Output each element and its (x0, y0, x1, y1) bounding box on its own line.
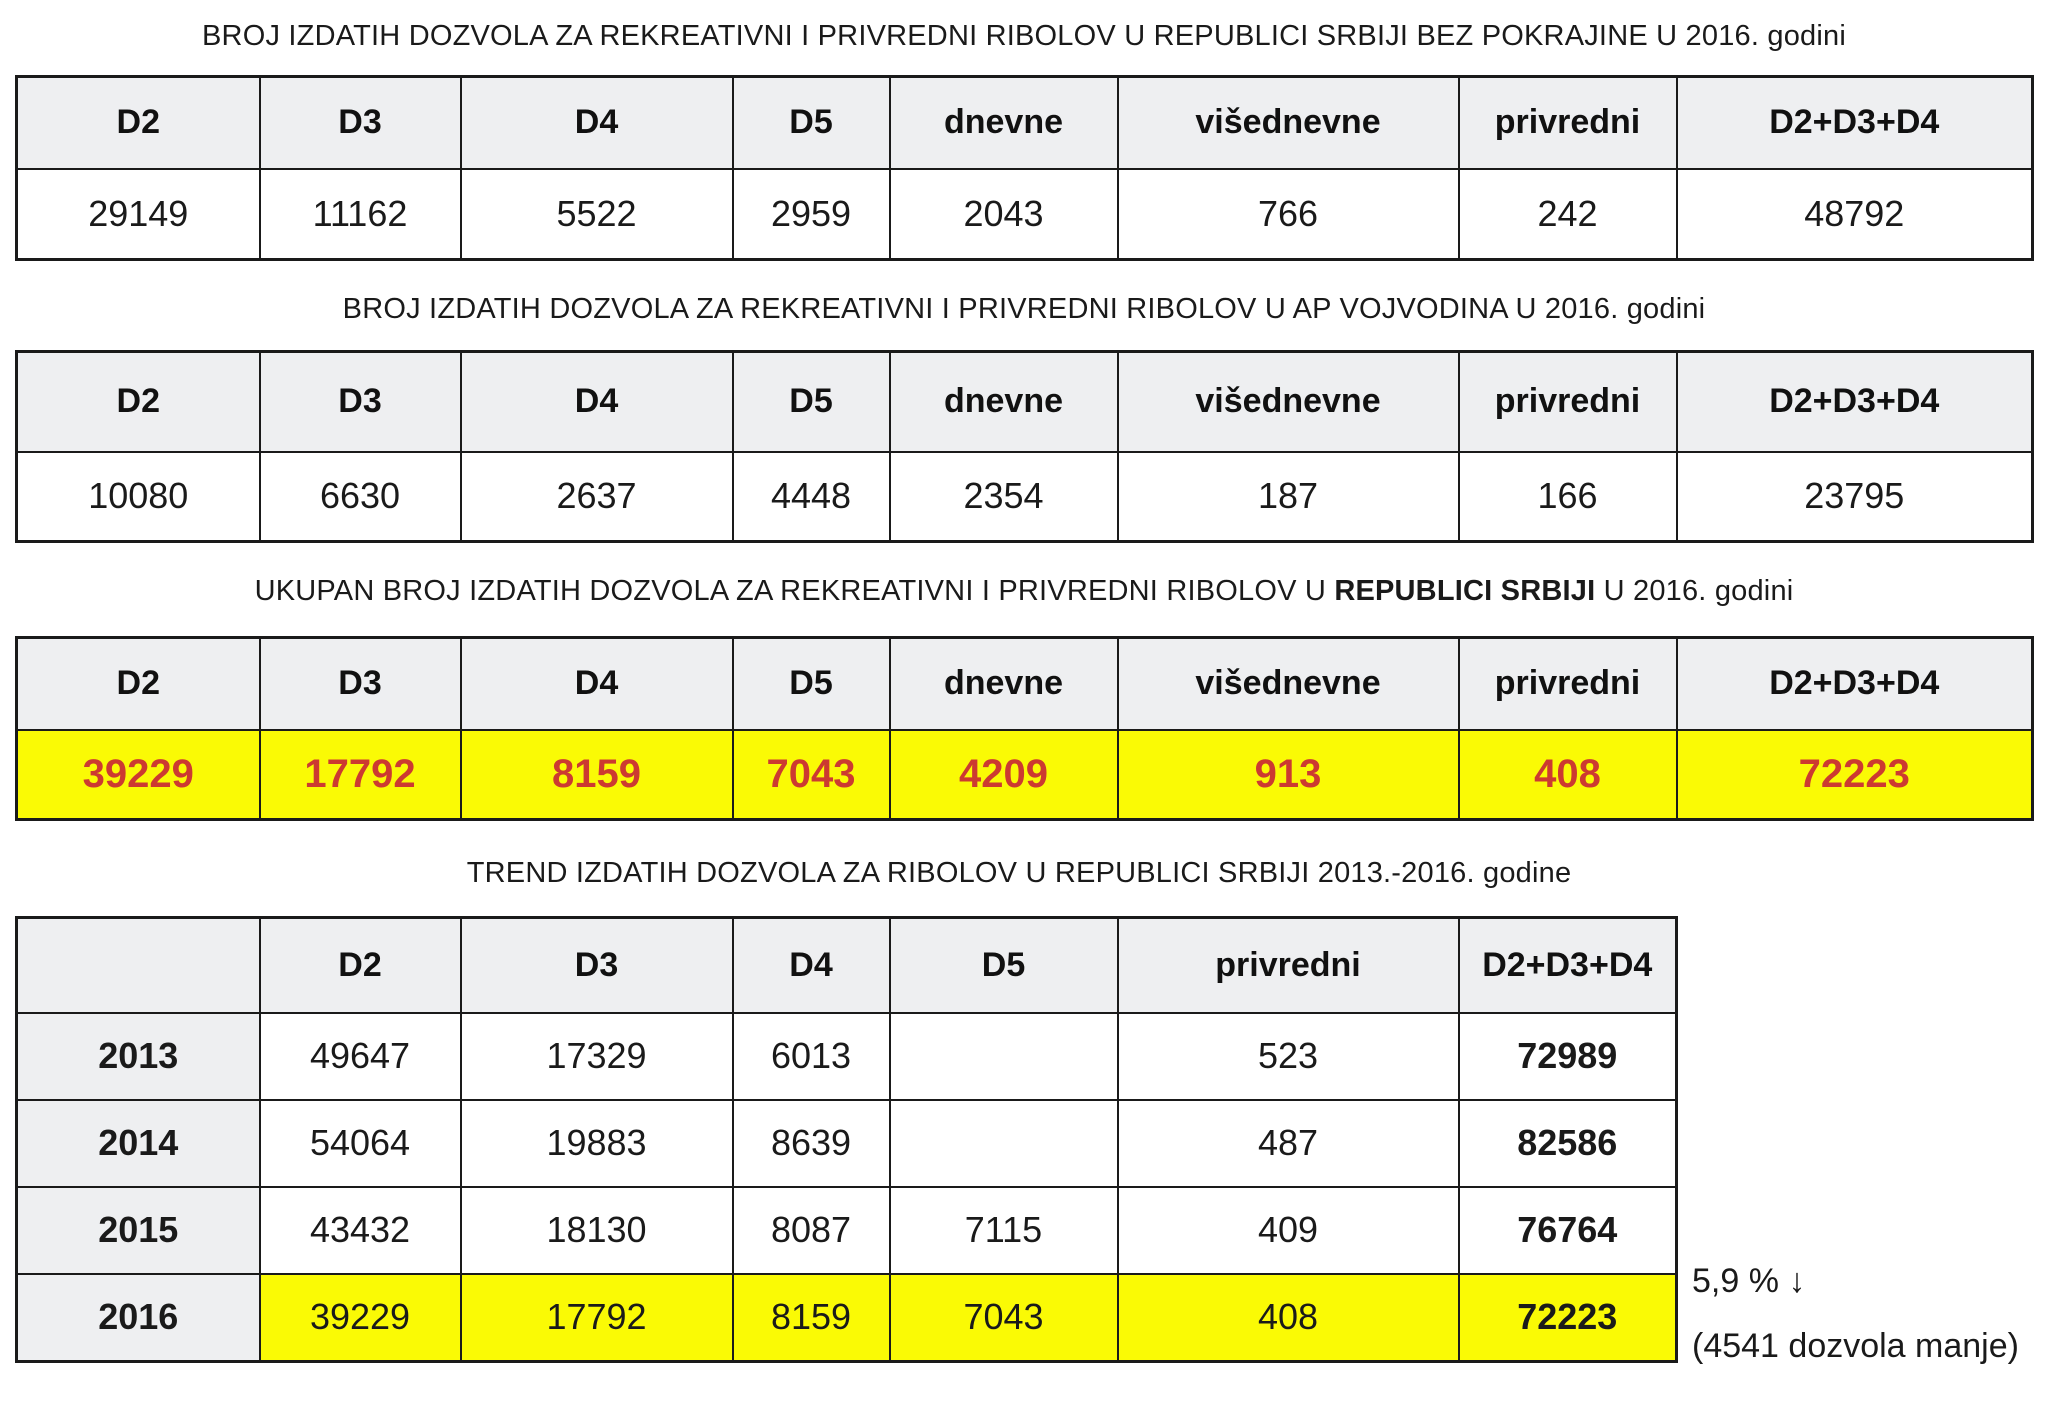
header-total: D2+D3+D4 (1677, 352, 2033, 452)
cell-d5: 2959 (733, 169, 890, 260)
header-dnevne: dnevne (890, 77, 1118, 169)
cell-dnevne: 2043 (890, 169, 1118, 260)
cell-total: 23795 (1677, 452, 2033, 542)
cell-d2: 39229 (260, 1274, 461, 1362)
cell-total: 72223 (1459, 1274, 1677, 1362)
header-d2: D2 (17, 638, 260, 730)
cell-d4: 6013 (733, 1013, 890, 1100)
cell-year: 2013 (17, 1013, 260, 1100)
cell-privredni: 409 (1118, 1187, 1459, 1274)
header-visednevne: višednevne (1118, 77, 1459, 169)
cell-d4: 8159 (461, 730, 733, 820)
header-d4: D4 (733, 918, 890, 1013)
cell-privredni: 523 (1118, 1013, 1459, 1100)
cell-d2: 39229 (17, 730, 260, 820)
cell-privredni: 487 (1118, 1100, 1459, 1187)
trend-table (15, 916, 1678, 1363)
cell-visednevne: 187 (1118, 452, 1459, 542)
cell-d3: 6630 (260, 452, 461, 542)
cell-d3: 11162 (260, 169, 461, 260)
header-d2: D2 (260, 918, 461, 1013)
table-row (17, 1187, 1677, 1274)
header-d5: D5 (733, 77, 890, 169)
cell-total: 82586 (1459, 1100, 1677, 1187)
cell-total: 72989 (1459, 1013, 1677, 1100)
cell-d5: 7115 (890, 1187, 1118, 1274)
cell-d3: 17792 (260, 730, 461, 820)
cell-d3: 17329 (461, 1013, 733, 1100)
change-detail-note: (4541 dozvola manje) (1692, 1327, 2019, 1365)
caption-text: UKUPAN BROJ IZDATIH DOZVOLA ZA REKREATIVNI I PRIVREDNI RIBOLOV U (254, 575, 1335, 607)
cell-privredni: 242 (1459, 169, 1677, 260)
header-privredni: privredni (1459, 638, 1677, 730)
header-d5: D5 (733, 352, 890, 452)
table-row (17, 452, 2033, 542)
cell-d3: 17792 (461, 1274, 733, 1362)
table-header-row (17, 352, 2033, 452)
cell-year: 2015 (17, 1187, 260, 1274)
table2-caption: BROJ IZDATIH DOZVOLA ZA REKREATIVNI I PRIVREDNI RIBOLOV U AP VOJVODINA U 2016. godini (342, 293, 1706, 325)
table-header-row (17, 77, 2033, 169)
header-visednevne: višednevne (1118, 352, 1459, 452)
header-privredni: privredni (1118, 918, 1459, 1013)
header-corner (17, 918, 260, 1013)
cell-d4: 2637 (461, 452, 733, 542)
cell-visednevne: 766 (1118, 169, 1459, 260)
caption-emphasis: REPUBLICI SRBIJI (1334, 575, 1596, 607)
table3-caption (0, 575, 2048, 608)
cell-privredni: 166 (1459, 452, 1677, 542)
header-d3: D3 (461, 918, 733, 1013)
cell-d4: 8639 (733, 1100, 890, 1187)
trend-caption: TREND IZDATIH DOZVOLA ZA RIBOLOV U REPUBLICI SRBIJI 2013.-2016. godine (466, 857, 1572, 889)
cell-privredni: 408 (1118, 1274, 1459, 1362)
header-d2: D2 (17, 352, 260, 452)
cell-total: 48792 (1677, 169, 2033, 260)
header-dnevne: dnevne (890, 352, 1118, 452)
header-d5: D5 (890, 918, 1118, 1013)
header-d4: D4 (461, 638, 733, 730)
table-row (17, 1013, 1677, 1100)
table-row-highlighted (17, 1274, 1677, 1362)
table-header-row (17, 638, 2033, 730)
table1-caption: BROJ IZDATIH DOZVOLA ZA REKREATIVNI I PRIVREDNI RIBOLOV U REPUBLICI SRBIJI BEZ POKRAJINE U 2016. godini (202, 20, 1846, 52)
table-row (17, 169, 2033, 260)
cell-total: 76764 (1459, 1187, 1677, 1274)
cell-d5: 4448 (733, 452, 890, 542)
caption-text-end: U 2016. godini (1595, 575, 1794, 607)
cell-d2: 43432 (260, 1187, 461, 1274)
cell-d5: 7043 (890, 1274, 1118, 1362)
table-header-row (17, 918, 1677, 1013)
header-total: D2+D3+D4 (1677, 77, 2033, 169)
cell-d3: 18130 (461, 1187, 733, 1274)
table-row (17, 1100, 1677, 1187)
table-row-highlighted (17, 730, 2033, 820)
cell-dnevne: 2354 (890, 452, 1118, 542)
cell-year: 2016 (17, 1274, 260, 1362)
cell-d4: 8159 (733, 1274, 890, 1362)
header-d4: D4 (461, 352, 733, 452)
header-total: D2+D3+D4 (1677, 638, 2033, 730)
table3-serbia-total (15, 636, 2034, 821)
header-privredni: privredni (1459, 77, 1677, 169)
header-d5: D5 (733, 638, 890, 730)
header-total: D2+D3+D4 (1459, 918, 1677, 1013)
header-privredni: privredni (1459, 352, 1677, 452)
cell-d2: 54064 (260, 1100, 461, 1187)
cell-d2: 49647 (260, 1013, 461, 1100)
cell-d5 (890, 1013, 1118, 1100)
cell-total: 72223 (1677, 730, 2033, 820)
change-percent-note: 5,9 % ↓ (1692, 1262, 1806, 1300)
header-dnevne: dnevne (890, 638, 1118, 730)
cell-visednevne: 913 (1118, 730, 1459, 820)
cell-year: 2014 (17, 1100, 260, 1187)
cell-d4: 8087 (733, 1187, 890, 1274)
cell-privredni: 408 (1459, 730, 1677, 820)
cell-d5 (890, 1100, 1118, 1187)
cell-d2: 10080 (17, 452, 260, 542)
header-visednevne: višednevne (1118, 638, 1459, 730)
cell-d4: 5522 (461, 169, 733, 260)
cell-d5: 7043 (733, 730, 890, 820)
table1-no-province (15, 75, 2034, 261)
header-d3: D3 (260, 352, 461, 452)
table2-vojvodina (15, 350, 2034, 543)
header-d3: D3 (260, 638, 461, 730)
cell-d2: 29149 (17, 169, 260, 260)
cell-dnevne: 4209 (890, 730, 1118, 820)
header-d3: D3 (260, 77, 461, 169)
header-d2: D2 (17, 77, 260, 169)
header-d4: D4 (461, 77, 733, 169)
cell-d3: 19883 (461, 1100, 733, 1187)
